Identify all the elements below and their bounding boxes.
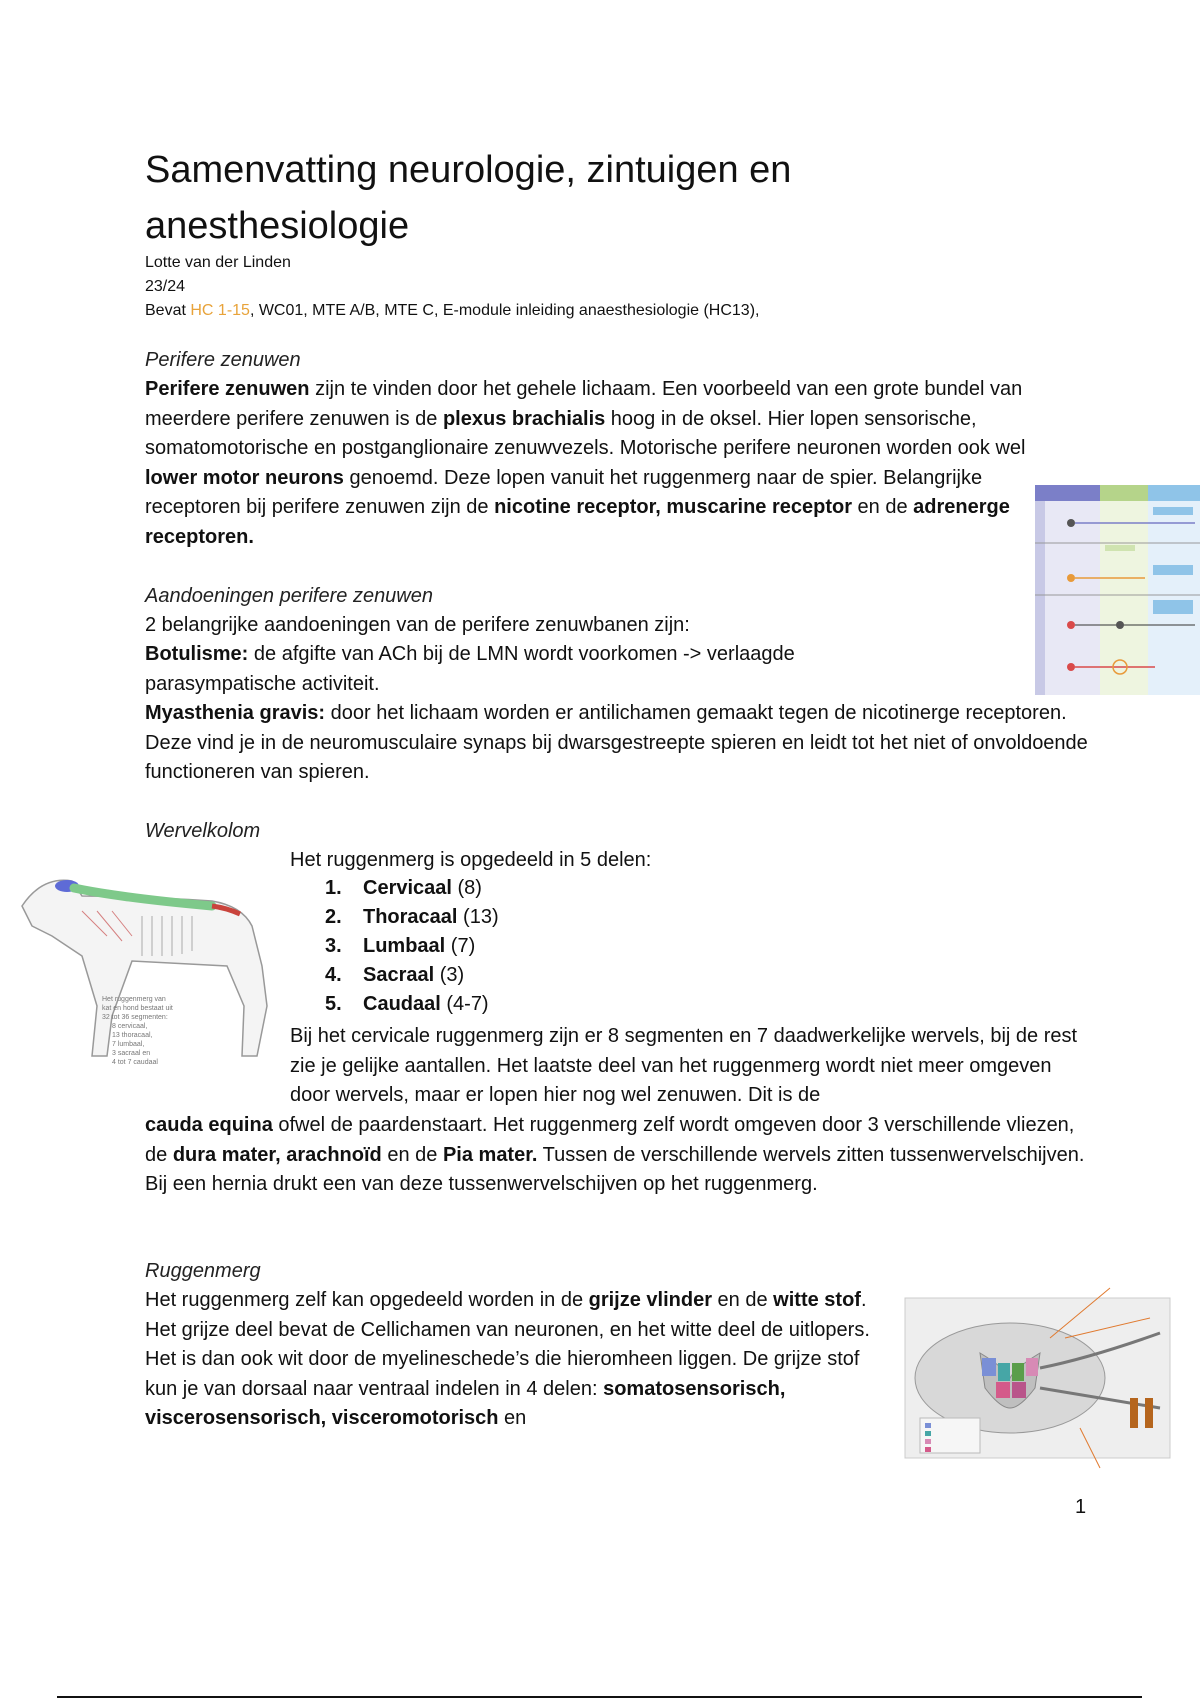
heading-wervelkolom: Wervelkolom — [145, 820, 261, 842]
dog-caption-line: 13 thoracaal, — [112, 1032, 153, 1039]
dog-spinal-cord-illustration — [12, 866, 277, 1076]
heading-aandoeningen: Aandoeningen perifere zenuwen — [145, 585, 433, 607]
dog-caption-line: Het ruggenmerg van — [102, 996, 166, 1003]
dog-caption-line: 32 tot 36 segmenten: — [102, 1014, 168, 1021]
list-item: 4. Sacraal (3) — [325, 964, 465, 986]
page-bottom-divider — [57, 1696, 1142, 1698]
paragraph-perifere-zenuwen: Perifere zenuwen zijn te vinden door het gehele lichaam. Een voorbeeld van een grote bundel van meerdere perifere zenuwen is de plexus brachialis hoog in de oksel. Hier lopen sensorische, somatomotorische en postganglionaire zenuwvezels. Motorische perifere neuronen worden ook wel lower motor neurons genoemd. Deze lopen vanuit het ruggenmerg naar de spier. Belangrijke receptoren bij perifere zenuwen zijn de nicotine receptor, muscarine receptor en de adrenerge receptoren. — [145, 378, 1026, 548]
spinal-segments-list — [325, 874, 499, 1019]
autonomic-nervous-system-diagram — [1035, 485, 1200, 695]
school-year: 23/24 — [145, 278, 186, 295]
page-number: 1 — [1075, 1496, 1087, 1518]
list-item: 1. Cervicaal (8) — [325, 877, 482, 899]
dog-caption-line: 4 tot 7 caudaal — [112, 1059, 158, 1066]
aandoeningen-intro: 2 belangrijke aandoeningen van de perifere zenuwbanen zijn: — [145, 614, 690, 636]
spinal-cord-cross-section-diagram — [900, 1278, 1200, 1478]
myasthenia-gravis-item: Myasthenia gravis: door het lichaam worden er antilichamen gemaakt tegen de nicotinerge receptoren. Deze vind je in de neuromusculaire synaps bij dwarsgestreepte spieren en leidt tot het niet of onvoldoende functioneren van spieren. — [145, 702, 1088, 783]
heading-perifere-zenuwen: Perifere zenuwen — [145, 349, 301, 371]
author: Lotte van der Linden — [145, 254, 291, 271]
list-item: 3. Lumbaal (7) — [325, 935, 476, 957]
list-item: 5. Caudaal (4-7) — [325, 993, 489, 1015]
page-title: Samenvatting neurologie, zintuigen en anesthesiologie — [145, 149, 792, 247]
heading-ruggenmerg: Ruggenmerg — [145, 1260, 261, 1282]
dog-caption-line: 3 sacraal en — [112, 1050, 151, 1057]
wervelkolom-paragraph-1: Bij het cervicale ruggenmerg zijn er 8 segmenten en 7 daadwerkelijke wervels, bij de rest zie je gelijke aantallen. Het laatste deel van het ruggenmerg wordt niet meer omgeven door wervels, maar er lopen hier nog wel zenuwen. Dit is de — [290, 1025, 1078, 1106]
wervelkolom-paragraph-2: cauda equina ofwel de paardenstaart. Het ruggenmerg zelf wordt omgeven door 3 verschillende vliezen, de dura mater, arachnoïd en de Pia mater. Tussen de verschillende wervels zitten tussenwervelschijven. Bij een hernia drukt een van deze tussenwervelschijven op het ruggenmerg. — [145, 1114, 1085, 1195]
botulisme-item: Botulisme: de afgifte van ACh bij de LMN wordt voorkomen -> verlaagde parasympatische activiteit. — [145, 643, 795, 695]
dog-caption-line: kat en hond bestaat uit — [102, 1005, 173, 1012]
dog-caption-line: 8 cervicaal, — [112, 1023, 148, 1030]
list-item: 2. Thoracaal (13) — [325, 906, 499, 928]
paragraph-ruggenmerg: Het ruggenmerg zelf kan opgedeeld worden in de grijze vlinder en de witte stof. Het grijze deel bevat de Cellichamen van neuronen, en het witte deel de uitlopers. Het is dan ook wit door de myelineschede’s die hieromheen liggen. De grijze stof kun je van dorsaal naar ventraal indelen in 4 delen: somatosensorisch, viscerosensorisch, visceromotorisch en — [145, 1289, 870, 1429]
wervelkolom-intro: Het ruggenmerg is opgedeeld in 5 delen: — [290, 849, 652, 871]
contents-line: Bevat HC 1-15, WC01, MTE A/B, MTE C, E-module inleiding anaesthesiologie (HC13), — [145, 302, 760, 319]
dog-caption-line: 7 lumbaal, — [112, 1041, 145, 1048]
highlighted-lectures: HC 1-15 — [190, 302, 250, 319]
